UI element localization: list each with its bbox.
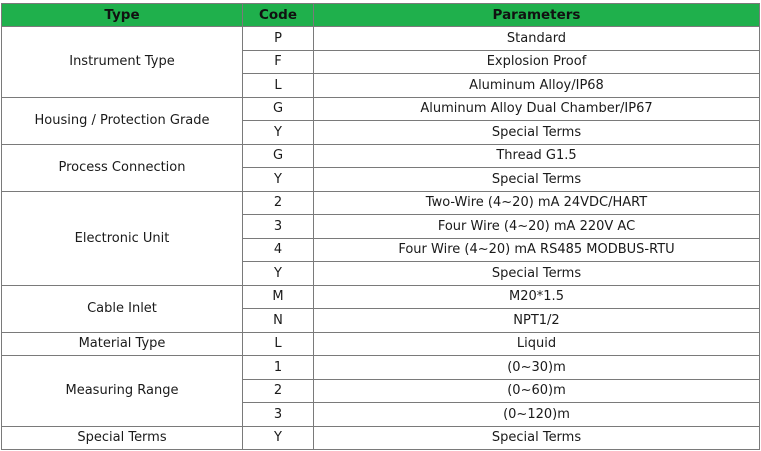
code-cell: G [243,97,314,121]
parameter-cell: (0~30)m [314,356,760,380]
code-cell: 2 [243,191,314,215]
table-row [2,356,760,380]
parameter-cell: Aluminum Alloy Dual Chamber/IP67 [314,97,760,121]
code-cell: G [243,144,314,168]
table-row [2,285,760,309]
table-row [2,191,760,215]
code-cell: L [243,74,314,98]
parameter-cell: Aluminum Alloy/IP68 [314,74,760,98]
parameter-cell: Special Terms [314,121,760,145]
code-cell: 3 [243,403,314,427]
table-body [2,27,760,450]
parameter-cell: Special Terms [314,262,760,286]
type-cell: Process Connection [2,144,243,191]
type-cell: Special Terms [2,426,243,450]
code-cell: 3 [243,215,314,239]
code-cell: M [243,285,314,309]
parameter-cell: (0~60)m [314,379,760,403]
parameter-cell: Thread G1.5 [314,144,760,168]
parameter-cell: NPT1/2 [314,309,760,333]
code-cell: Y [243,168,314,192]
specification-table [1,3,760,450]
table-row [2,426,760,450]
parameter-cell: Two-Wire (4~20) mA 24VDC/HART [314,191,760,215]
code-cell: Y [243,262,314,286]
code-cell: Y [243,121,314,145]
header-parameters: Parameters [314,4,760,27]
table-row [2,97,760,121]
type-cell: Instrument Type [2,27,243,98]
code-cell: N [243,309,314,333]
header-row [2,4,760,27]
code-cell: 1 [243,356,314,380]
parameter-cell: Four Wire (4~20) mA RS485 MODBUS-RTU [314,238,760,262]
spec-table-container [1,3,759,450]
type-cell: Material Type [2,332,243,356]
parameter-cell: Liquid [314,332,760,356]
parameter-cell: Special Terms [314,168,760,192]
code-cell: P [243,27,314,51]
parameter-cell: Explosion Proof [314,50,760,74]
table-row [2,332,760,356]
table-header [2,4,760,27]
code-cell: 2 [243,379,314,403]
code-cell: F [243,50,314,74]
parameter-cell: M20*1.5 [314,285,760,309]
type-cell: Housing / Protection Grade [2,97,243,144]
type-cell: Cable Inlet [2,285,243,332]
code-cell: L [243,332,314,356]
type-cell: Measuring Range [2,356,243,427]
parameter-cell: Special Terms [314,426,760,450]
table-row [2,144,760,168]
table-row [2,27,760,51]
header-code: Code [243,4,314,27]
type-cell: Electronic Unit [2,191,243,285]
header-type: Type [2,4,243,27]
parameter-cell: Four Wire (4~20) mA 220V AC [314,215,760,239]
parameter-cell: (0~120)m [314,403,760,427]
code-cell: 4 [243,238,314,262]
parameter-cell: Standard [314,27,760,51]
code-cell: Y [243,426,314,450]
